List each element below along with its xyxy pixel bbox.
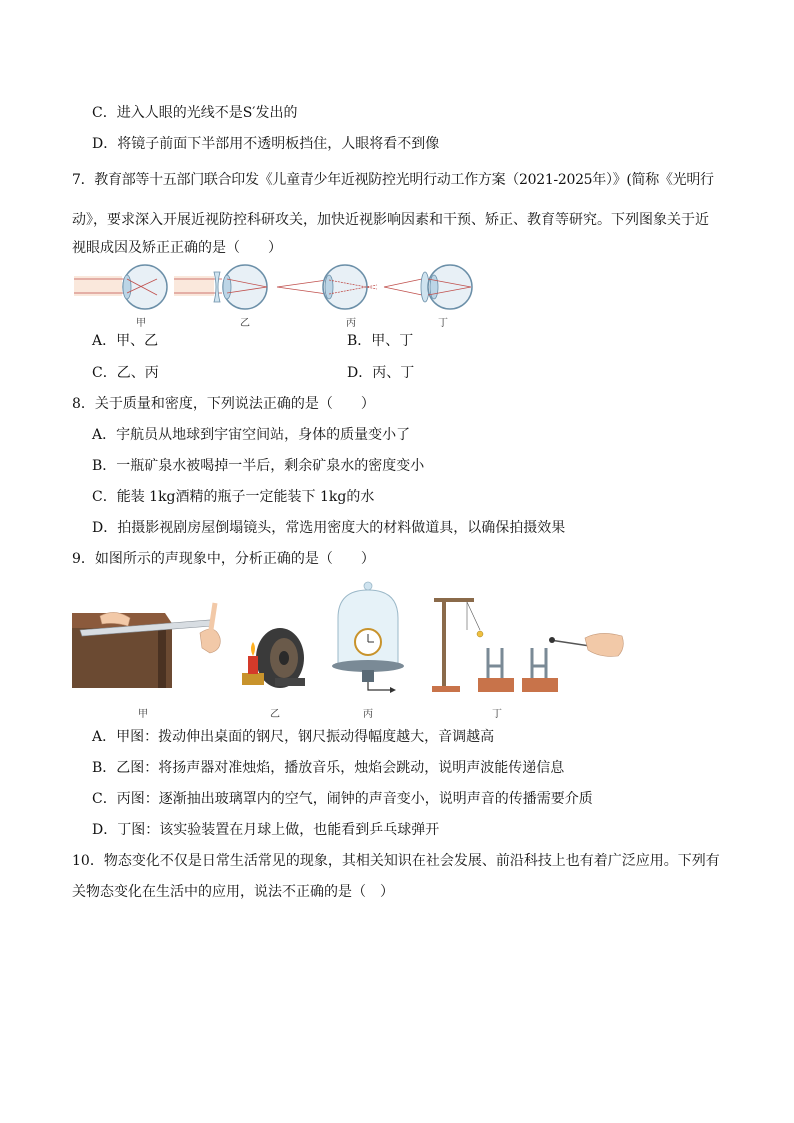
sound-label-jia: 甲 xyxy=(138,709,148,720)
q8-option-d: D．拍摄影视剧房屋倒塌镜头，常选用密度大的材料做道具，以确保拍摄效果 xyxy=(92,520,566,536)
q6-option-c: C．进入人眼的光线不是S′发出的 xyxy=(92,105,298,121)
eye-diagram-yi xyxy=(174,265,267,309)
q7-stem-line3: 视眼成因及矫正正确的是（ ） xyxy=(72,240,282,256)
speaker-candle-figure xyxy=(242,628,305,688)
eye-label-yi: 乙 xyxy=(240,318,250,329)
q6-option-d: D．将镜子前面下半部用不透明板挡住，人眼将看不到像 xyxy=(92,136,440,152)
q10-stem-line1: 10．物态变化不仅是日常生活常见的现象，其相关知识在社会发展、前沿科技上也有着广泛应用。下列有 xyxy=(72,853,720,869)
q9-option-d: D．丁图：该实验装置在月球上做，也能看到乒乓球弹开 xyxy=(92,822,440,838)
eye-diagram-jia xyxy=(74,265,167,309)
q7-option-b: B．甲、丁 xyxy=(347,333,414,349)
q8-option-c: C．能装 1kg酒精的瓶子一定能装下 1kg的水 xyxy=(92,489,375,505)
sound-experiments-figure xyxy=(70,578,630,698)
eye-diagram-ding xyxy=(384,265,472,309)
q10-stem-line2: 关物态变化在生活中的应用，说法不正确的是（ ） xyxy=(72,884,394,900)
eye-label-bing: 丙 xyxy=(346,318,356,329)
q9-option-c: C．丙图：逐渐抽出玻璃罩内的空气，闹钟的声音变小，说明声音的传播需要介质 xyxy=(92,791,593,807)
q7-option-d: D．丙、丁 xyxy=(347,365,415,381)
eye-diagrams-figure xyxy=(72,262,482,314)
sound-label-yi: 乙 xyxy=(270,709,280,720)
q9-stem: 9．如图所示的声现象中，分析正确的是（ ） xyxy=(72,551,375,567)
q9-option-a: A．甲图：拨动伸出桌面的钢尺，钢尺振动得幅度越大，音调越高 xyxy=(92,729,495,745)
q7-option-c: C．乙、丙 xyxy=(92,365,159,381)
tuning-fork-figure xyxy=(432,598,623,692)
ruler-on-table-figure xyxy=(72,603,220,688)
eye-label-ding: 丁 xyxy=(438,318,448,329)
q7-stem-line1: 7．教育部等十五部门联合印发《儿童青少年近视防控光明行动工作方案（2021-2025年）》(简称《光明行 xyxy=(72,172,714,188)
q8-option-b: B．一瓶矿泉水被喝掉一半后，剩余矿泉水的密度变小 xyxy=(92,458,425,474)
eye-label-jia: 甲 xyxy=(136,318,146,329)
sound-label-ding: 丁 xyxy=(492,709,502,720)
bell-jar-clock-figure xyxy=(332,582,404,693)
q7-stem-line2: 动》，要求深入开展近视防控科研攻关，加快近视影响因素和干预、矫正、教育等研究。下列图象关于近 xyxy=(72,212,709,228)
q7-option-a: A．甲、乙 xyxy=(92,333,159,349)
q8-stem: 8．关于质量和密度，下列说法正确的是（ ） xyxy=(72,396,375,412)
q9-option-b: B．乙图：将扬声器对准烛焰，播放音乐，烛焰会跳动，说明声波能传递信息 xyxy=(92,760,565,776)
q8-option-a: A．宇航员从地球到宇宙空间站，身体的质量变小了 xyxy=(92,427,411,443)
sound-label-bing: 丙 xyxy=(363,709,373,720)
eye-diagram-bing xyxy=(277,265,377,309)
